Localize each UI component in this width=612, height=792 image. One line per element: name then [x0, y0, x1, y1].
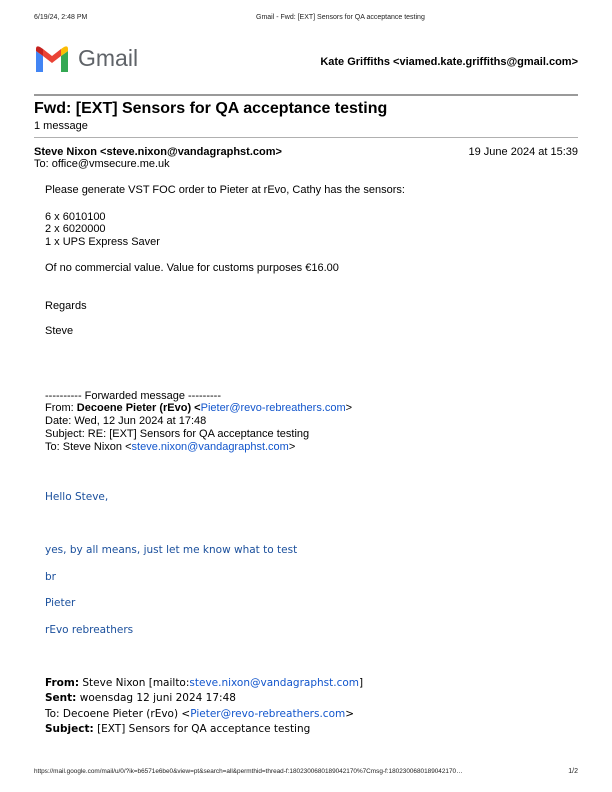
- forwarded-to: To: Steve Nixon <steve.nixon@vandagraphst.com>: [45, 441, 296, 453]
- body-signature: Steve: [45, 325, 74, 337]
- recipient: To: office@vmsecure.me.uk: [34, 158, 170, 170]
- original-from-email-link[interactable]: steve.nixon@vandagraphst.com: [189, 677, 359, 689]
- body-value: Of no commercial value. Value for customs purposes €16.00: [45, 262, 339, 274]
- original-subject: Subject: [EXT] Sensors for QA acceptance testing: [45, 723, 311, 735]
- forwarded-date: Date: Wed, 12 Jun 2024 at 17:48: [45, 415, 207, 427]
- body-item-1: 6 x 6010100: [45, 211, 106, 223]
- reply-br: br: [45, 571, 56, 583]
- original-from: From: Steve Nixon [mailto:steve.nixon@vandagraphst.com]: [45, 677, 364, 689]
- account-info: Kate Griffiths <viamed.kate.griffiths@gmail.com>: [320, 56, 578, 68]
- forwarded-subject: Subject: RE: [EXT] Sensors for QA acceptance testing: [45, 428, 310, 440]
- forwarded-from: From: Decoene Pieter (rEvo) <Pieter@revo-rebreathers.com>: [45, 402, 353, 414]
- body-item-2: 2 x 6020000: [45, 223, 106, 235]
- message-count: 1 message: [34, 120, 88, 132]
- print-datetime: 6/19/24, 2:48 PM: [34, 14, 88, 21]
- body-item-3: 1 x UPS Express Saver: [45, 236, 160, 248]
- header-divider: [34, 94, 578, 96]
- reply-body: yes, by all means, just let me know what to test: [45, 544, 298, 556]
- thread-subject: Fwd: [EXT] Sensors for QA acceptance testing: [34, 100, 388, 117]
- subject-divider: [34, 137, 578, 138]
- forwarded-to-email-link[interactable]: steve.nixon@vandagraphst.com: [131, 441, 289, 453]
- gmail-logo-icon[interactable]: [34, 45, 70, 73]
- print-doc-title: Gmail - Fwd: [EXT] Sensors for QA acceptance testing: [256, 14, 425, 21]
- original-to-email-link[interactable]: Pieter@revo-rebreathers.com: [190, 708, 346, 720]
- sender: Steve Nixon <steve.nixon@vandagraphst.com>: [34, 146, 282, 158]
- forwarded-from-email-link[interactable]: Pieter@revo-rebreathers.com: [200, 402, 346, 414]
- reply-name: Pieter: [45, 597, 76, 609]
- original-to: To: Decoene Pieter (rEvo) <Pieter@revo-rebreathers.com>: [45, 708, 355, 720]
- print-footer-url: https://mail.google.com/mail/u/0/?ik=b6571e6be0&view=pt&search=all&permthid=thread-f:1802300680189042170%7Cmsg-f:1802300680189042170…: [34, 768, 463, 775]
- forwarded-divider-label: ---------- Forwarded message ---------: [45, 390, 221, 402]
- reply-greeting: Hello Steve,: [45, 491, 109, 503]
- body-line-1: Please generate VST FOC order to Pieter at rEvo, Cathy has the sensors:: [45, 184, 405, 196]
- print-page-number: 1/2: [568, 768, 578, 775]
- gmail-wordmark: Gmail: [78, 45, 139, 71]
- body-regards: Regards: [45, 300, 87, 312]
- message-date: 19 June 2024 at 15:39: [468, 146, 578, 158]
- original-sent: Sent: woensdag 12 juni 2024 17:48: [45, 692, 236, 704]
- reply-company: rEvo rebreathers: [45, 624, 134, 636]
